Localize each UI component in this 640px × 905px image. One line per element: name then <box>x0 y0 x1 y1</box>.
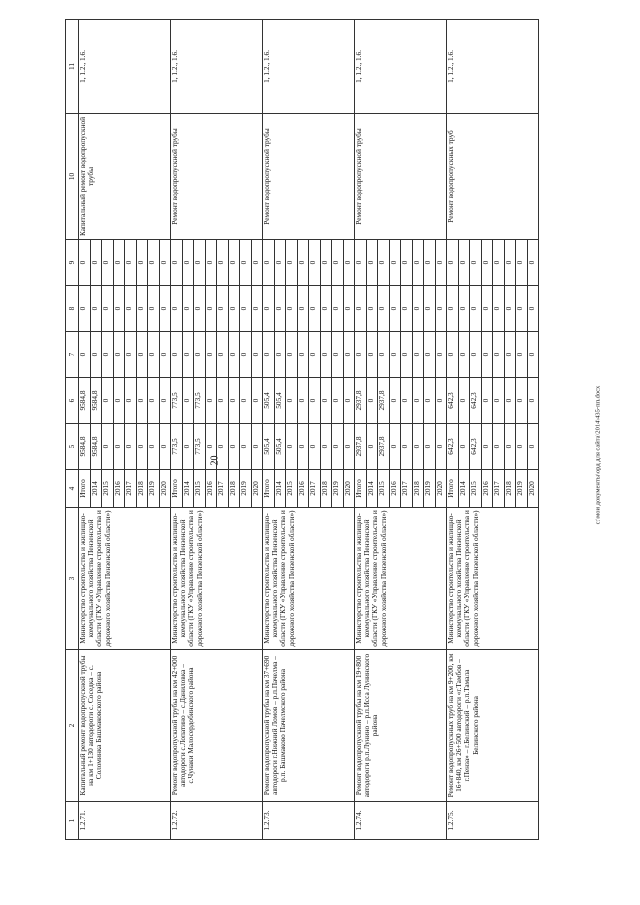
year-cell: 2018 <box>136 470 148 508</box>
row-number: 1.2.74. <box>355 802 447 840</box>
funding-c8: 0 <box>516 286 528 332</box>
funding-c5: 0 <box>389 424 401 470</box>
table-row <box>171 20 183 840</box>
funding-c5: 0 <box>309 424 321 470</box>
funding-c9: 0 <box>516 240 528 286</box>
funding-c7: 0 <box>217 332 229 378</box>
funding-c7: 0 <box>309 332 321 378</box>
funding-c9: 0 <box>320 240 332 286</box>
year-cell: 2015 <box>378 470 390 508</box>
funding-c9: 0 <box>527 240 539 286</box>
year-cell: 2017 <box>493 470 505 508</box>
funding-c5: 0 <box>125 424 137 470</box>
column-header-3: 3 <box>66 508 79 650</box>
column-header-1: 1 <box>66 802 79 840</box>
funding-c8: 0 <box>481 286 493 332</box>
year-cell: 2019 <box>424 470 436 508</box>
funding-c5: 0 <box>481 424 493 470</box>
funding-c7: 0 <box>159 332 171 378</box>
funding-c5: 505,4 <box>274 424 286 470</box>
year-cell: 2016 <box>113 470 125 508</box>
table-row <box>447 20 459 840</box>
funding-c6: 0 <box>182 378 194 424</box>
year-cell: 2015 <box>470 470 482 508</box>
funding-c7: 0 <box>205 332 217 378</box>
table-body <box>79 20 539 840</box>
funding-c5: 0 <box>228 424 240 470</box>
funding-c6: 0 <box>125 378 137 424</box>
target-indicator: 1, 1.2., 1.6. <box>263 20 355 114</box>
funding-c9: 0 <box>401 240 413 286</box>
year-cell: 2018 <box>412 470 424 508</box>
funding-c6: 9584,8 <box>79 378 91 424</box>
funding-c6: 773,5 <box>194 378 206 424</box>
funding-c9: 0 <box>412 240 424 286</box>
funding-c5: 0 <box>113 424 125 470</box>
funding-c7: 0 <box>435 332 447 378</box>
funding-c5: 9584,8 <box>79 424 91 470</box>
funding-c8: 0 <box>389 286 401 332</box>
funding-c9: 0 <box>228 240 240 286</box>
funding-c5: 0 <box>320 424 332 470</box>
column-header-5: 5 <box>66 424 79 470</box>
funding-c8: 0 <box>205 286 217 332</box>
funding-c5: 0 <box>286 424 298 470</box>
file-path-footer: c:\мои документы\орд для сайта\2014\435-пп.docx <box>594 385 602 525</box>
expected-result: Ремонт водопропускных труб <box>447 114 539 240</box>
funding-c9: 0 <box>240 240 252 286</box>
funding-c8: 0 <box>447 286 459 332</box>
funding-c6: 0 <box>332 378 344 424</box>
funding-c6: 773,5 <box>171 378 183 424</box>
year-cell: 2016 <box>389 470 401 508</box>
measure-name: Ремонт водопропускной трубы на км 19+800 автодороги р.п.Лунино – р.п.Исса Лунинского района <box>355 650 447 802</box>
funding-c7: 0 <box>113 332 125 378</box>
funding-c8: 0 <box>343 286 355 332</box>
funding-c5: 0 <box>493 424 505 470</box>
funding-c5: 642,3 <box>447 424 459 470</box>
funding-c9: 0 <box>447 240 459 286</box>
funding-c5: 0 <box>435 424 447 470</box>
column-header-4: 4 <box>66 470 79 508</box>
funding-c8: 0 <box>125 286 137 332</box>
executor: Министерство строительства и жилищно-коммунального хозяйства Пензенской области (ГКУ «Управление строительства и дорожного хозяйства Пензенской области») <box>79 508 171 650</box>
header-row <box>66 20 79 840</box>
funding-c6: 505,4 <box>274 378 286 424</box>
funding-c8: 0 <box>424 286 436 332</box>
column-header-10: 10 <box>66 114 79 240</box>
funding-c9: 0 <box>251 240 263 286</box>
column-header-11: 11 <box>66 20 79 114</box>
funding-c6: 0 <box>504 378 516 424</box>
funding-c9: 0 <box>493 240 505 286</box>
funding-c9: 0 <box>435 240 447 286</box>
funding-c8: 0 <box>332 286 344 332</box>
funding-c7: 0 <box>102 332 114 378</box>
funding-c8: 0 <box>113 286 125 332</box>
funding-c8: 0 <box>217 286 229 332</box>
funding-c8: 0 <box>412 286 424 332</box>
funding-c9: 0 <box>90 240 102 286</box>
funding-c8: 0 <box>102 286 114 332</box>
row-number: 1.2.72. <box>171 802 263 840</box>
target-indicator: 1, 1.2., 1.6. <box>447 20 539 114</box>
funding-c7: 0 <box>355 332 367 378</box>
year-cell: 2020 <box>251 470 263 508</box>
funding-c9: 0 <box>309 240 321 286</box>
funding-c7: 0 <box>412 332 424 378</box>
program-table <box>65 19 539 840</box>
year-cell: 2016 <box>481 470 493 508</box>
funding-c9: 0 <box>355 240 367 286</box>
row-number: 1.2.71. <box>79 802 171 840</box>
funding-c9: 0 <box>366 240 378 286</box>
funding-c8: 0 <box>171 286 183 332</box>
year-cell: 2019 <box>332 470 344 508</box>
year-cell: 2014 <box>182 470 194 508</box>
year-cell: 2020 <box>343 470 355 508</box>
funding-c8: 0 <box>148 286 160 332</box>
funding-c6: 0 <box>481 378 493 424</box>
funding-c6: 9584,8 <box>90 378 102 424</box>
funding-c6: 0 <box>516 378 528 424</box>
funding-c5: 0 <box>217 424 229 470</box>
funding-c5: 0 <box>516 424 528 470</box>
funding-c9: 0 <box>286 240 298 286</box>
funding-c7: 0 <box>470 332 482 378</box>
target-indicator: 1, 1.2., 1.6. <box>171 20 263 114</box>
funding-c5: 0 <box>297 424 309 470</box>
funding-c9: 0 <box>148 240 160 286</box>
funding-c6: 0 <box>286 378 298 424</box>
funding-c6: 0 <box>401 378 413 424</box>
funding-c9: 0 <box>113 240 125 286</box>
funding-c5: 773,5 <box>194 424 206 470</box>
table-row <box>79 20 91 840</box>
funding-c6: 0 <box>435 378 447 424</box>
funding-c8: 0 <box>504 286 516 332</box>
funding-c7: 0 <box>228 332 240 378</box>
executor: Министерство строительства и жилищно-коммунального хозяйства Пензенской области (ГКУ «Управление строительства и дорожного хозяйства Пензенской области») <box>171 508 263 650</box>
funding-c7: 0 <box>493 332 505 378</box>
funding-c9: 0 <box>297 240 309 286</box>
expected-result: Ремонт водопропускной трубы <box>355 114 447 240</box>
funding-c7: 0 <box>263 332 275 378</box>
year-cell: Итого <box>171 470 183 508</box>
funding-c8: 0 <box>159 286 171 332</box>
funding-c6: 0 <box>424 378 436 424</box>
funding-c8: 0 <box>470 286 482 332</box>
funding-c5: 505,4 <box>263 424 275 470</box>
funding-c9: 0 <box>458 240 470 286</box>
expected-result: Капитальный ремонт водопропускной трубы <box>79 114 171 240</box>
funding-c9: 0 <box>263 240 275 286</box>
funding-c8: 0 <box>274 286 286 332</box>
funding-c6: 0 <box>366 378 378 424</box>
funding-c6: 0 <box>148 378 160 424</box>
measure-name: Ремонт водопропускной трубы на км 42+000 автодороги с.Лопатино – с.Даниловка – с.Чунаки Малосердобинского района <box>171 650 263 802</box>
year-cell: 2018 <box>504 470 516 508</box>
funding-c5: 2937,8 <box>378 424 390 470</box>
year-cell: 2015 <box>194 470 206 508</box>
funding-c7: 0 <box>389 332 401 378</box>
year-cell: 2020 <box>159 470 171 508</box>
column-header-9: 9 <box>66 240 79 286</box>
funding-c7: 0 <box>458 332 470 378</box>
target-indicator: 1, 1.2., 1.6. <box>79 20 171 114</box>
year-cell: Итого <box>263 470 275 508</box>
funding-c6: 0 <box>251 378 263 424</box>
year-cell: 2017 <box>217 470 229 508</box>
year-cell: 2020 <box>435 470 447 508</box>
funding-c5: 0 <box>251 424 263 470</box>
funding-c7: 0 <box>286 332 298 378</box>
row-number: 1.2.75. <box>447 802 539 840</box>
funding-c8: 0 <box>263 286 275 332</box>
funding-c8: 0 <box>458 286 470 332</box>
funding-c5: 0 <box>412 424 424 470</box>
table-row <box>263 20 275 840</box>
funding-c7: 0 <box>182 332 194 378</box>
funding-c8: 0 <box>309 286 321 332</box>
funding-c5: 0 <box>182 424 194 470</box>
funding-c7: 0 <box>320 332 332 378</box>
funding-c6: 0 <box>102 378 114 424</box>
funding-c6: 0 <box>412 378 424 424</box>
funding-c6: 0 <box>217 378 229 424</box>
funding-c5: 0 <box>366 424 378 470</box>
funding-c9: 0 <box>194 240 206 286</box>
funding-c5: 0 <box>458 424 470 470</box>
funding-c9: 0 <box>470 240 482 286</box>
funding-c8: 0 <box>355 286 367 332</box>
funding-c9: 0 <box>102 240 114 286</box>
measure-name: Капитальный ремонт водопропускной трубы на км 1+130 автодороги с. Соседка – с. Соломинка Башмаковского района <box>79 650 171 802</box>
funding-c6: 0 <box>136 378 148 424</box>
funding-c7: 0 <box>171 332 183 378</box>
funding-c5: 0 <box>332 424 344 470</box>
funding-c5: 0 <box>424 424 436 470</box>
funding-c5: 0 <box>148 424 160 470</box>
funding-c7: 0 <box>251 332 263 378</box>
funding-c6: 0 <box>159 378 171 424</box>
funding-c6: 0 <box>297 378 309 424</box>
funding-c7: 0 <box>504 332 516 378</box>
funding-c6: 642,3 <box>470 378 482 424</box>
funding-c8: 0 <box>240 286 252 332</box>
year-cell: 2019 <box>516 470 528 508</box>
year-cell: Итого <box>355 470 367 508</box>
funding-c7: 0 <box>332 332 344 378</box>
funding-c7: 0 <box>343 332 355 378</box>
year-cell: 2016 <box>205 470 217 508</box>
funding-c7: 0 <box>424 332 436 378</box>
year-cell: 2017 <box>309 470 321 508</box>
funding-c5: 2937,8 <box>355 424 367 470</box>
funding-c8: 0 <box>297 286 309 332</box>
funding-c6: 0 <box>389 378 401 424</box>
funding-c8: 0 <box>527 286 539 332</box>
row-number: 1.2.73. <box>263 802 355 840</box>
funding-c5: 0 <box>136 424 148 470</box>
year-cell: 2020 <box>527 470 539 508</box>
funding-c6: 0 <box>205 378 217 424</box>
funding-c9: 0 <box>136 240 148 286</box>
funding-c6: 2937,8 <box>355 378 367 424</box>
target-indicator: 1, 1.2., 1.6. <box>355 20 447 114</box>
funding-c9: 0 <box>424 240 436 286</box>
year-cell: 2016 <box>297 470 309 508</box>
page-number: 20 <box>209 455 221 466</box>
year-cell: 2019 <box>240 470 252 508</box>
funding-c7: 0 <box>401 332 413 378</box>
funding-c7: 0 <box>136 332 148 378</box>
funding-c9: 0 <box>504 240 516 286</box>
year-cell: 2015 <box>286 470 298 508</box>
column-header-7: 7 <box>66 332 79 378</box>
funding-c9: 0 <box>332 240 344 286</box>
funding-c6: 0 <box>228 378 240 424</box>
funding-c9: 0 <box>343 240 355 286</box>
year-cell: 2018 <box>228 470 240 508</box>
funding-c8: 0 <box>435 286 447 332</box>
funding-c7: 0 <box>481 332 493 378</box>
column-header-2: 2 <box>66 650 79 802</box>
year-cell: 2017 <box>125 470 137 508</box>
funding-c5: 0 <box>527 424 539 470</box>
funding-c9: 0 <box>159 240 171 286</box>
year-cell: 2015 <box>102 470 114 508</box>
funding-c6: 0 <box>309 378 321 424</box>
funding-c6: 0 <box>493 378 505 424</box>
year-cell: 2018 <box>320 470 332 508</box>
funding-c8: 0 <box>286 286 298 332</box>
funding-c7: 0 <box>516 332 528 378</box>
funding-c8: 0 <box>401 286 413 332</box>
funding-c8: 0 <box>90 286 102 332</box>
funding-c8: 0 <box>182 286 194 332</box>
year-cell: 2017 <box>401 470 413 508</box>
column-header-6: 6 <box>66 378 79 424</box>
funding-c6: 2937,8 <box>378 378 390 424</box>
funding-c5: 0 <box>159 424 171 470</box>
funding-c6: 642,3 <box>447 378 459 424</box>
funding-c8: 0 <box>366 286 378 332</box>
funding-c6: 505,4 <box>263 378 275 424</box>
funding-c8: 0 <box>136 286 148 332</box>
funding-c5: 0 <box>102 424 114 470</box>
year-cell: 2014 <box>90 470 102 508</box>
funding-c7: 0 <box>366 332 378 378</box>
funding-c9: 0 <box>182 240 194 286</box>
funding-c6: 0 <box>458 378 470 424</box>
funding-c7: 0 <box>194 332 206 378</box>
expected-result: Ремонт водопропускной трубы <box>263 114 355 240</box>
funding-c7: 0 <box>240 332 252 378</box>
funding-c9: 0 <box>171 240 183 286</box>
funding-c8: 0 <box>320 286 332 332</box>
year-cell: 2014 <box>366 470 378 508</box>
funding-c9: 0 <box>378 240 390 286</box>
funding-c5: 9584,8 <box>90 424 102 470</box>
funding-c8: 0 <box>378 286 390 332</box>
expected-result: Ремонт водопропускной трубы <box>171 114 263 240</box>
funding-c7: 0 <box>297 332 309 378</box>
funding-c7: 0 <box>148 332 160 378</box>
funding-c5: 0 <box>401 424 413 470</box>
funding-c7: 0 <box>274 332 286 378</box>
measure-name: Ремонт водопропускной трубы на км 37+690 автодороги г.Нижний Ломов – р.п.Пачелма – р.п. Башмаково Пачелмского района <box>263 650 355 802</box>
funding-c9: 0 <box>205 240 217 286</box>
year-cell: Итого <box>447 470 459 508</box>
funding-c6: 0 <box>343 378 355 424</box>
year-cell: 2019 <box>148 470 160 508</box>
executor: Министерство строительства и жилищно-коммунального хозяйства Пензенской области (ГКУ «Управление строительства и дорожного хозяйства Пензенской области») <box>355 508 447 650</box>
year-cell: 2014 <box>458 470 470 508</box>
executor: Министерство строительства и жилищно-коммунального хозяйства Пензенской области (ГКУ «Управление строительства и дорожного хозяйства Пензенской области») <box>447 508 539 650</box>
funding-c9: 0 <box>217 240 229 286</box>
funding-c8: 0 <box>194 286 206 332</box>
landscape-table-container <box>65 20 585 840</box>
funding-c8: 0 <box>251 286 263 332</box>
executor: Министерство строительства и жилищно-коммунального хозяйства Пензенской области (ГКУ «Управление строительства и дорожного хозяйства Пензенской области») <box>263 508 355 650</box>
funding-c9: 0 <box>125 240 137 286</box>
measure-name: Ремонт водопропускных труб на км 9+200, км 16+840, км 26+500 автодороги «г.Тамбов – г.Пенза» – г.Белинский – р.п.Тамала Белинского района <box>447 650 539 802</box>
funding-c5: 642,3 <box>470 424 482 470</box>
funding-c6: 0 <box>240 378 252 424</box>
funding-c9: 0 <box>79 240 91 286</box>
funding-c8: 0 <box>228 286 240 332</box>
funding-c5: 773,5 <box>171 424 183 470</box>
funding-c7: 0 <box>378 332 390 378</box>
funding-c7: 0 <box>527 332 539 378</box>
funding-c7: 0 <box>79 332 91 378</box>
funding-c5: 0 <box>240 424 252 470</box>
funding-c6: 0 <box>113 378 125 424</box>
funding-c8: 0 <box>493 286 505 332</box>
funding-c5: 0 <box>504 424 516 470</box>
funding-c7: 0 <box>447 332 459 378</box>
funding-c9: 0 <box>274 240 286 286</box>
funding-c7: 0 <box>90 332 102 378</box>
funding-c9: 0 <box>389 240 401 286</box>
funding-c6: 0 <box>527 378 539 424</box>
funding-c9: 0 <box>481 240 493 286</box>
year-cell: 2014 <box>274 470 286 508</box>
funding-c8: 0 <box>79 286 91 332</box>
funding-c7: 0 <box>125 332 137 378</box>
table-row <box>355 20 367 840</box>
year-cell: Итого <box>79 470 91 508</box>
funding-c6: 0 <box>320 378 332 424</box>
column-header-8: 8 <box>66 286 79 332</box>
funding-c5: 0 <box>205 424 217 470</box>
funding-c5: 0 <box>343 424 355 470</box>
